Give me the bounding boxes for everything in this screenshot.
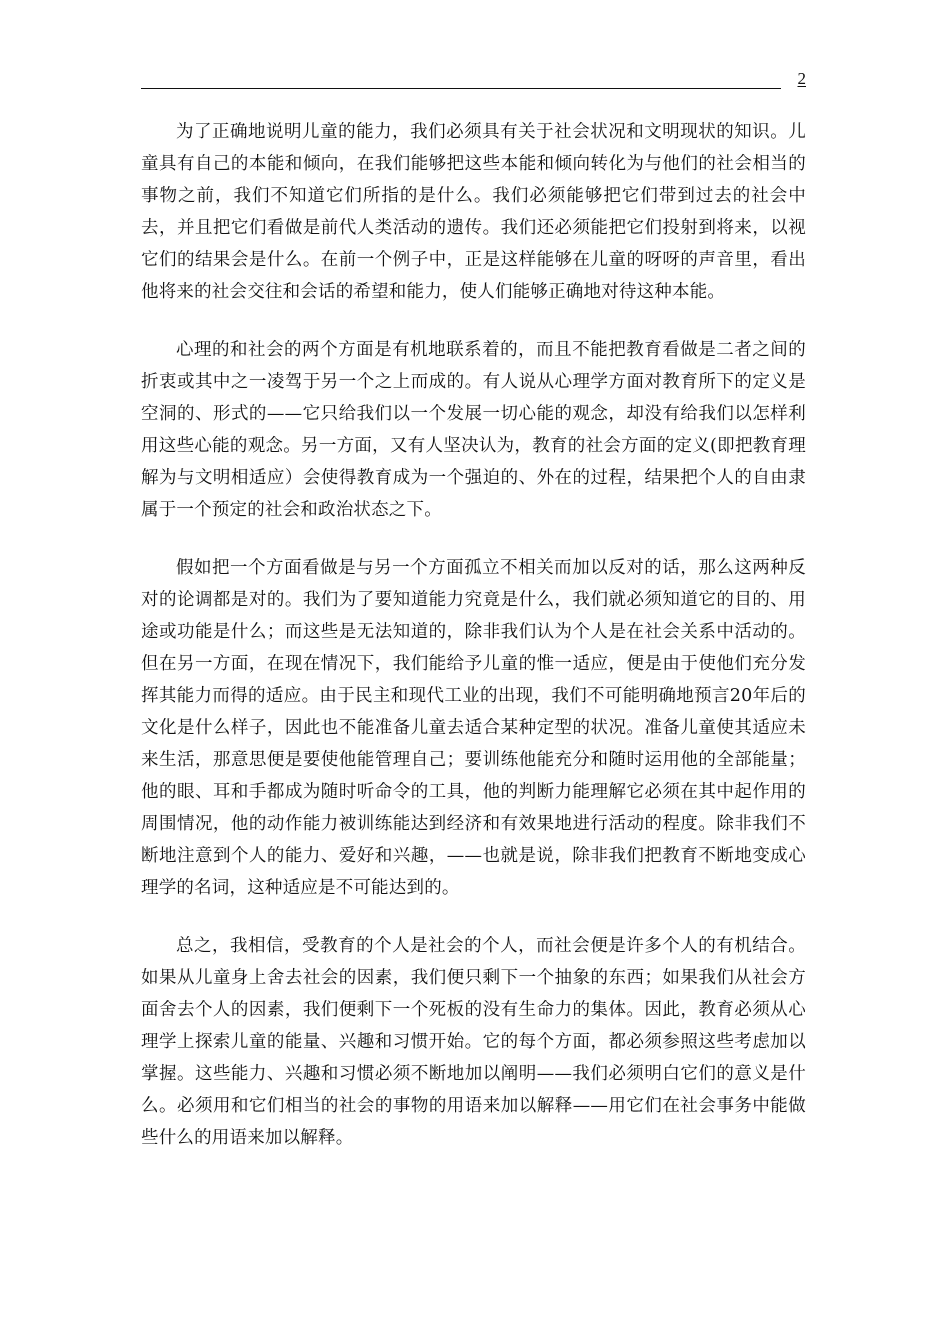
paragraph-4: 总之，我相信，受教育的个人是社会的个人，而社会便是许多个人的有机结合。如果从儿童身上舍去社会的因素，我们便只剩下一个抽象的东西；如果我们从社会方面舍去个人的因素，我们便剩下一个死板的没有生命力的集体。因此，教育必须从心理学上探索儿童的能量、兴趣和习惯开始。它的每个方面，都必须参照这些考虑加以掌握。这些能力、兴趣和习惯必须不断地加以阐明——我们必须明白它们的意义是什么。必须用和它们相当的社会的事物的用语来加以解释——用它们在社会事务中能做些什么的用语来加以解释。: [141, 936, 806, 1148]
document-body: [141, 116, 806, 1154]
page-header: [141, 68, 806, 92]
paragraph-3: 假如把一个方面看做是与另一个方面孤立不相关而加以反对的话，那么这两种反对的论调都是对的。我们为了要知道能力究竟是什么，我们就必须知道它的目的、用途或功能是什么；而这些是无法知道的，除非我们认为个人是在社会关系中活动的。但在另一方面，在现在情况下，我们能给予儿童的惟一适应，便是由于使他们充分发挥其能力而得的适应。由于民主和现代工业的出现，我们不可能明确地预言20年后的文化是什么样子，因此也不能准备儿童去适合某种定型的状况。准备儿童使其适应未来生活，那意思便是要使他能管理自己；要训练他能充分和随时运用他的全部能量；他的眼、耳和手都成为随时听命令的工具，他的判断力能理解它必须在其中起作用的周围情况，他的动作能力被训练能达到经济和有效果地进行活动的程度。除非我们不断地注意到个人的能力、爱好和兴趣，——也就是说，除非我们把教育不断地变成心理学的名词，这种适应是不可能达到的。: [141, 558, 806, 898]
paragraph-2: 心理的和社会的两个方面是有机地联系着的，而且不能把教育看做是二者之间的折衷或其中之一凌驾于另一个之上而成的。有人说从心理学方面对教育所下的定义是空洞的、形式的——它只给我们以一个发展一切心能的观念，却没有给我们以怎样利用这些心能的观念。另一方面，又有人坚决认为，教育的社会方面的定义(即把教育理解为与文明相适应）会使得教育成为一个强迫的、外在的过程，结果把个人的自由隶属于一个预定的社会和政治状态之下。: [141, 340, 806, 520]
header-rule: [141, 88, 781, 89]
paragraph-1: 为了正确地说明儿童的能力，我们必须具有关于社会状况和文明现状的知识。儿童具有自己的本能和倾向，在我们能够把这些本能和倾向转化为与他们的社会相当的事物之前，我们不知道它们所指的是什么。我们必须能够把它们带到过去的社会中去，并且把它们看做是前代人类活动的遗传。我们还必须能把它们投射到将来，以视它们的结果会是什么。在前一个例子中，正是这样能够在儿童的呀呀的声音里，看出他将来的社会交往和会话的希望和能力，使人们能够正确地对待这种本能。: [141, 122, 806, 302]
page-number: 2: [797, 69, 806, 88]
